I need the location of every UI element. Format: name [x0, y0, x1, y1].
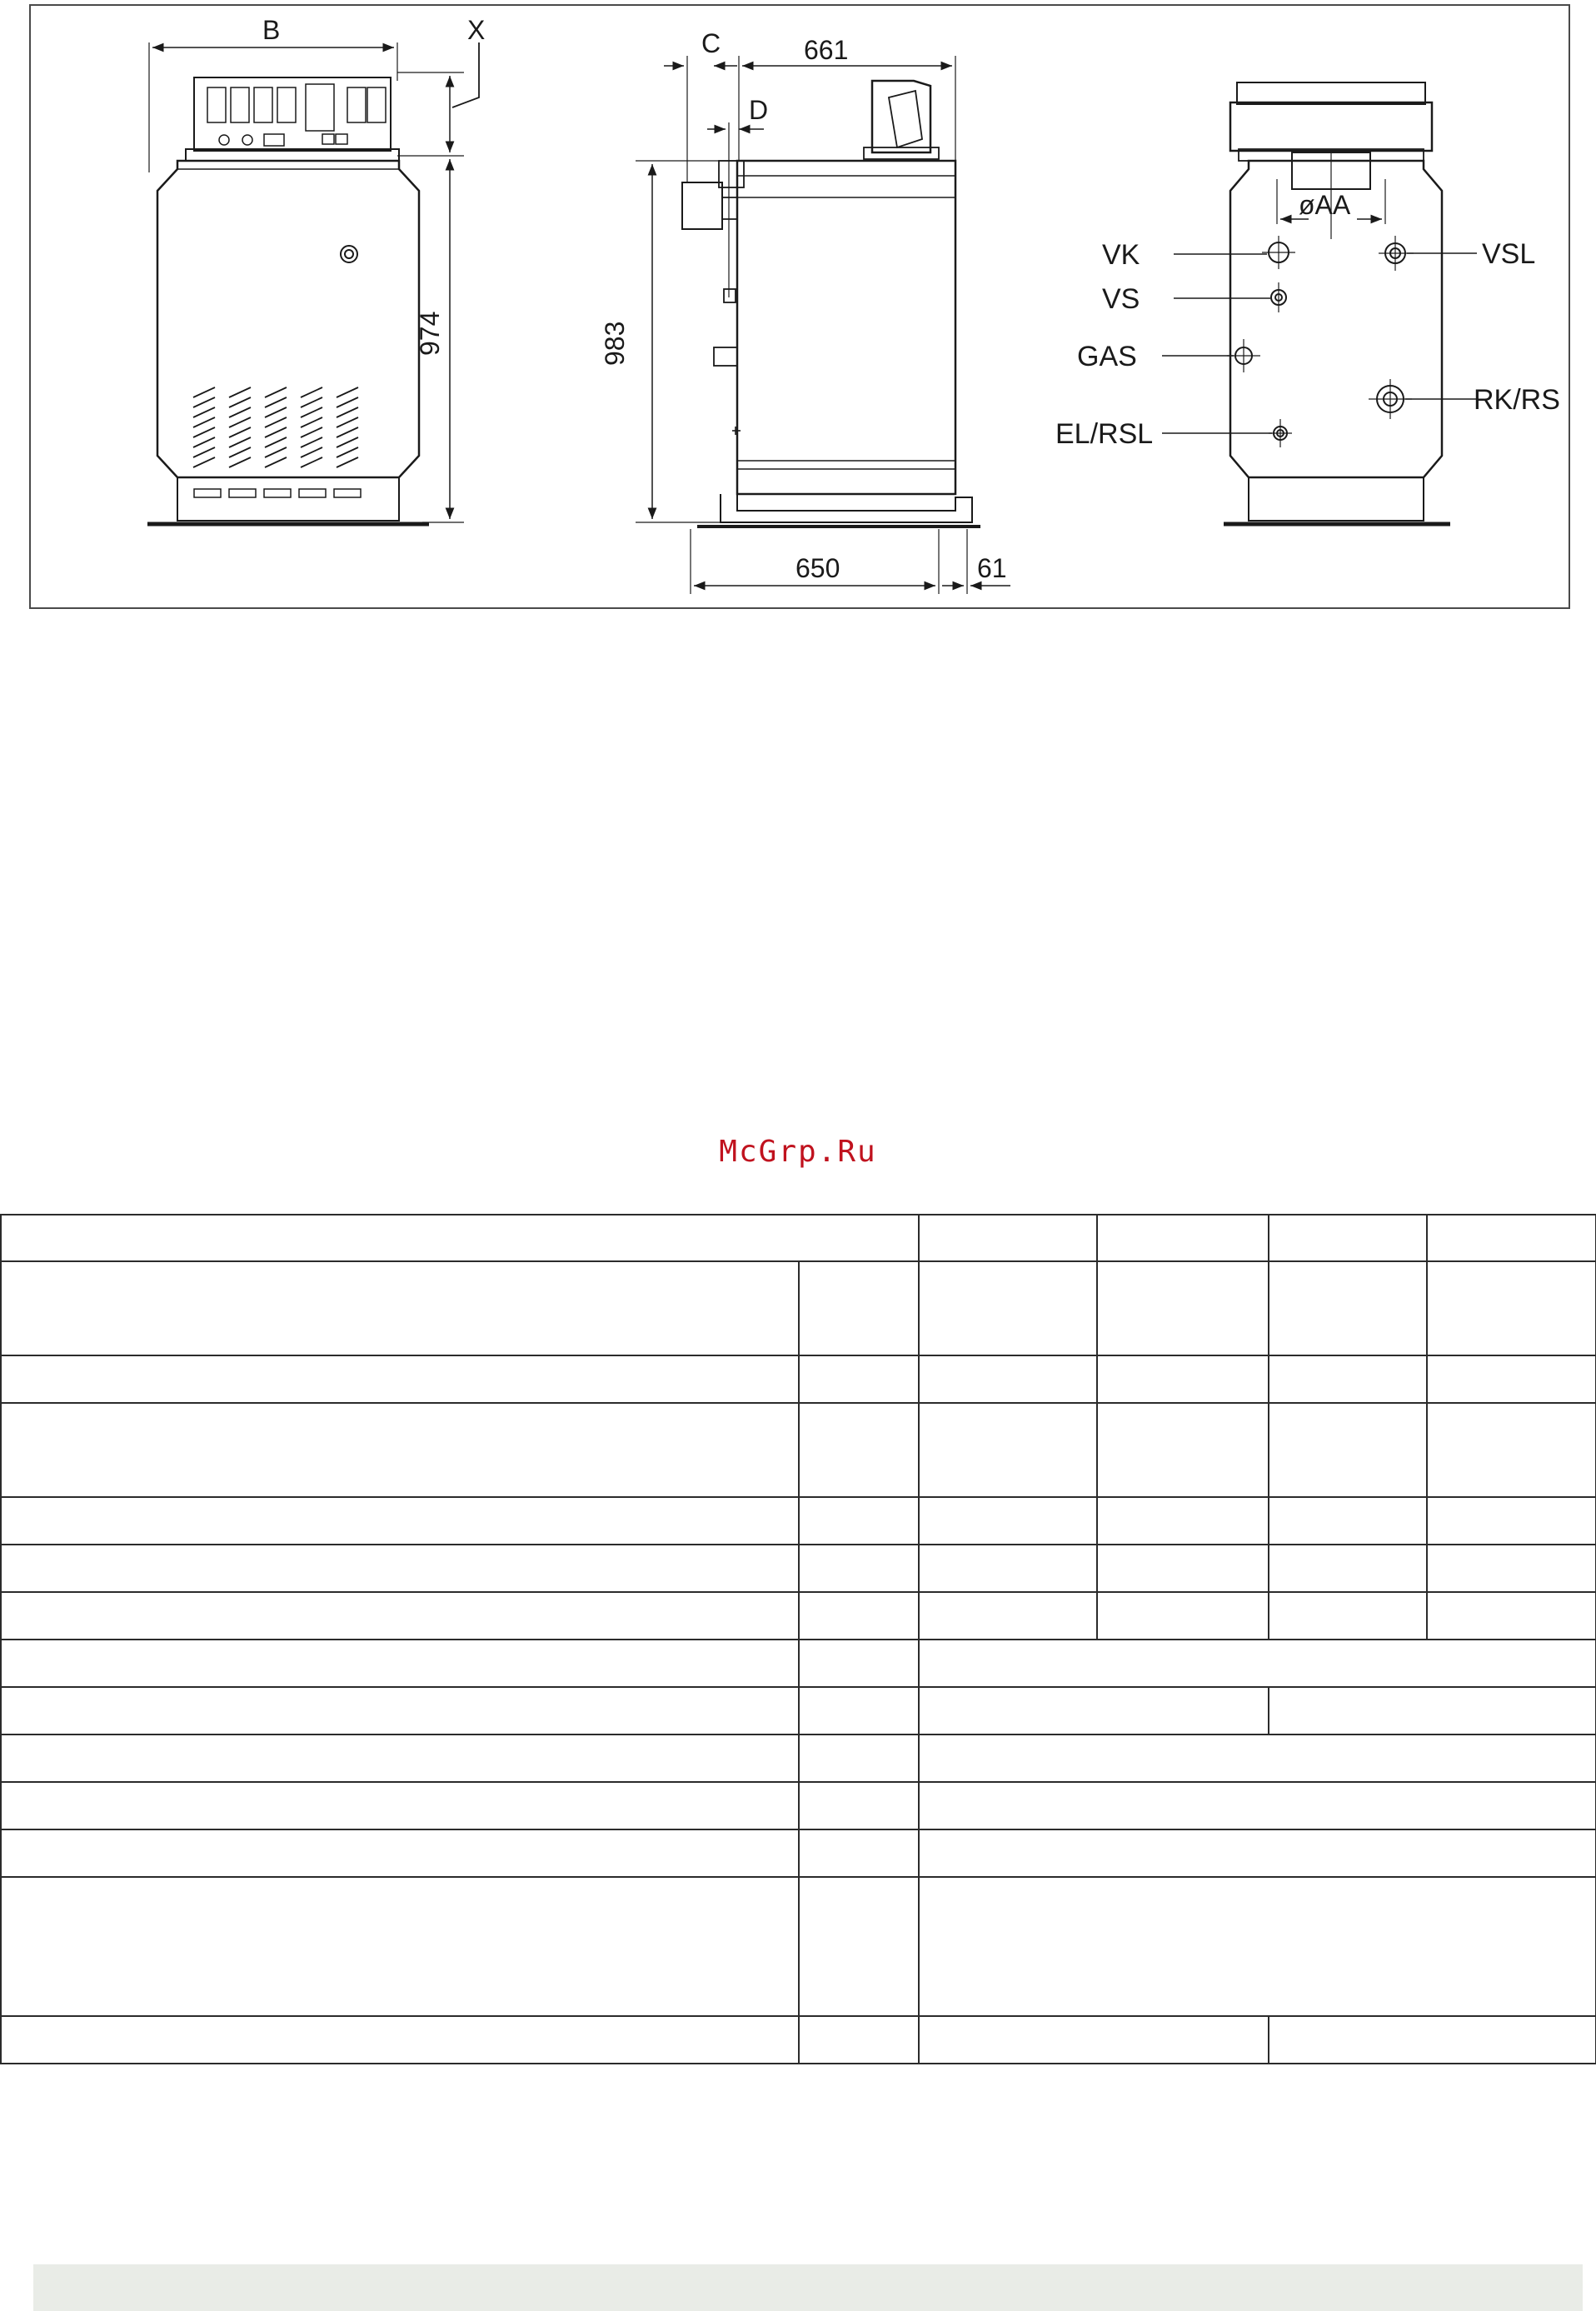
- base-depth-dimension-label: 650: [796, 553, 840, 583]
- vs-connection-label: VS: [1102, 283, 1140, 315]
- table-row: [1, 2016, 1596, 2064]
- pipe-offset-dimension-label: D: [749, 95, 769, 125]
- flue-offset-dimension-label: C: [701, 28, 721, 58]
- side-height-dimension-label: 983: [600, 321, 630, 366]
- table-row: [1, 1734, 1596, 1782]
- vk-connection-label: VK: [1102, 239, 1140, 271]
- watermark: McGrp.Ru: [719, 1135, 877, 1169]
- technical-drawing: [31, 6, 1572, 611]
- vsl-connection-label: VSL: [1482, 238, 1536, 270]
- table-row: [1, 1782, 1596, 1829]
- table-row: [1, 1215, 1596, 1261]
- x-label: X: [467, 15, 486, 45]
- table-row: [1, 1640, 1596, 1687]
- technical-drawing-frame: [29, 4, 1570, 609]
- gas-connection-label: GAS: [1077, 341, 1137, 372]
- spec-table: [0, 1214, 1596, 2064]
- front-height-dimension-label: 974: [415, 311, 445, 356]
- footer-bar: [33, 2264, 1583, 2311]
- width-dimension-label: B: [262, 15, 281, 45]
- table-row: [1, 1687, 1596, 1734]
- table-row: [1, 1261, 1596, 1355]
- rear-gap-dimension-label: 61: [977, 553, 1007, 583]
- table-row: [1, 1829, 1596, 1877]
- depth-top-dimension-label: 661: [804, 35, 849, 65]
- table-row: [1, 1497, 1596, 1545]
- table-row: [1, 1403, 1596, 1497]
- table-row: [1, 1877, 1596, 2016]
- diameter-dimension-label: øAA: [1299, 190, 1351, 220]
- front-view: [147, 42, 479, 524]
- table-row: [1, 1355, 1596, 1403]
- table-row: [1, 1592, 1596, 1640]
- table-row: [1, 1545, 1596, 1592]
- rear-view: [1162, 82, 1477, 524]
- rk-rs-connection-label: RK/RS: [1474, 384, 1560, 416]
- side-view: [636, 56, 1010, 594]
- el-rsl-connection-label: EL/RSL: [1055, 418, 1154, 450]
